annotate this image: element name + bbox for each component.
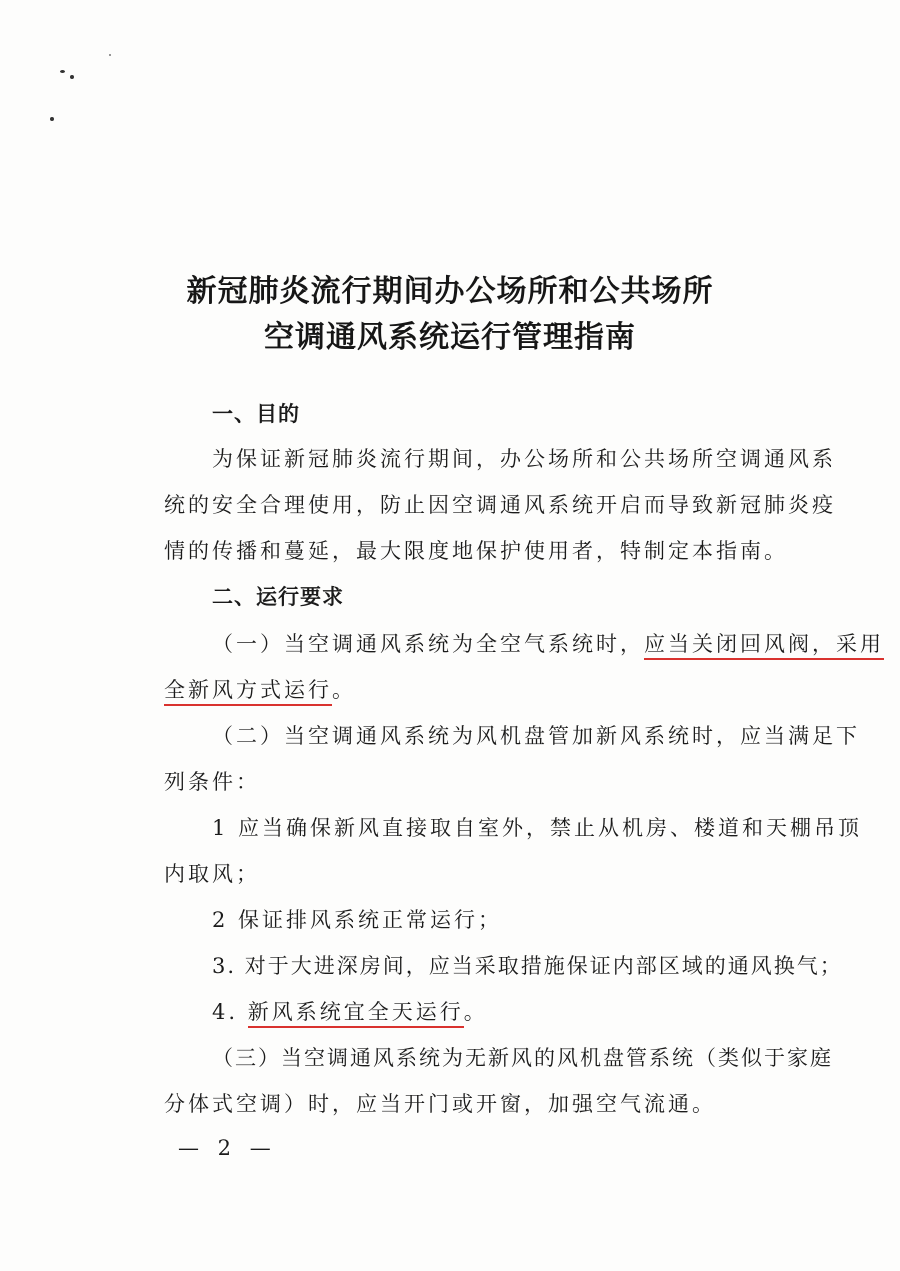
section1-line3: 情的传播和蔓延，最大限度地保护使用者，特制定本指南。 xyxy=(164,539,788,563)
item1-line2 xyxy=(164,674,356,704)
item1-line1 xyxy=(212,628,884,658)
item2-line2: 列条件： xyxy=(164,770,260,794)
section1-line2: 统的安全合理使用，防止因空调通风系统开启而导致新冠肺炎疫 xyxy=(164,493,836,517)
scan-speck xyxy=(50,117,54,121)
condition1-line2: 内取风； xyxy=(164,862,260,886)
page-number: — 2 — xyxy=(178,1136,277,1160)
underlined-text: 新风系统宜全天运行 xyxy=(248,1000,464,1028)
underlined-text: 应当关闭回风阀，采用 xyxy=(644,632,884,660)
item3-line1: （三）当空调通风系统为无新风的风机盘管系统（类似于家庭 xyxy=(212,1046,833,1070)
scan-speck xyxy=(60,70,65,73)
condition1-line1: 1 应当确保新风直接取自室外，禁止从机房、楼道和天棚吊顶 xyxy=(212,816,863,840)
item2-line1: （二）当空调通风系统为风机盘管加新风系统时，应当满足下 xyxy=(212,724,860,748)
document-title-line2: 空调通风系统运行管理指南 xyxy=(264,320,636,355)
scan-speck xyxy=(109,54,111,56)
condition3: 3. 对于大进深房间，应当采取措施保证内部区域的通风换气； xyxy=(212,954,843,978)
condition2: 2 保证排风系统正常运行； xyxy=(212,908,503,932)
condition4 xyxy=(212,996,488,1026)
section1-heading: 一、目的 xyxy=(212,402,300,426)
section1-line1: 为保证新冠肺炎流行期间，办公场所和公共场所空调通风系 xyxy=(212,447,836,471)
condition4-period: 。 xyxy=(463,1000,488,1024)
item3-line2: 分体式空调）时，应当开门或开窗，加强空气流通。 xyxy=(164,1092,716,1116)
item1-text: （一）当空调通风系统为全空气系统时， xyxy=(212,632,644,656)
condition4-number: 4. xyxy=(212,1000,248,1024)
scan-speck xyxy=(70,75,74,79)
item1-text: 。 xyxy=(332,678,356,702)
section2-heading: 二、运行要求 xyxy=(212,585,344,609)
underlined-text: 全新风方式运行 xyxy=(164,678,332,706)
document-title-line1: 新冠肺炎流行期间办公场所和公共场所 xyxy=(186,274,714,309)
